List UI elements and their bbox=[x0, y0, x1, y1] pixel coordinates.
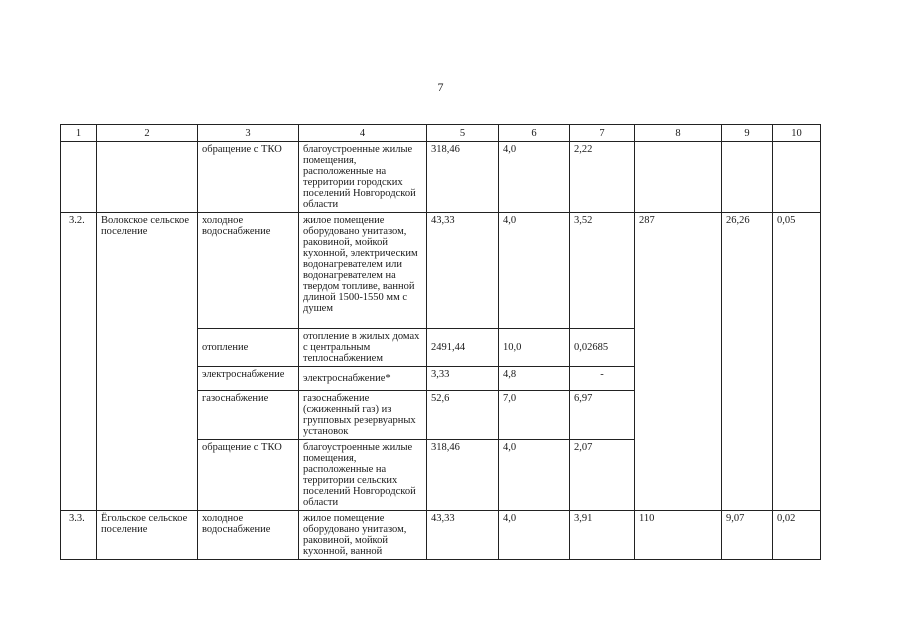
cell-index: 10,0 bbox=[499, 329, 570, 367]
cell-tariff: 318,46 bbox=[427, 142, 499, 213]
cell-service: обращение с ТКО bbox=[198, 142, 299, 213]
cell-service: газоснабжение bbox=[198, 391, 299, 440]
column-header: 1 bbox=[61, 125, 97, 142]
cell-index: 4,8 bbox=[499, 367, 570, 391]
cell-norm: 2,07 bbox=[570, 440, 635, 511]
cell-service: обращение с ТКО bbox=[198, 440, 299, 511]
table-row bbox=[61, 142, 821, 213]
cell-tariff: 43,33 bbox=[427, 213, 499, 329]
cell-number bbox=[61, 142, 97, 213]
cell-tariff: 2491,44 bbox=[427, 329, 499, 367]
column-header: 2 bbox=[97, 125, 198, 142]
cell-description: электроснабжение* bbox=[299, 367, 427, 391]
cell-norm: 2,22 bbox=[570, 142, 635, 213]
column-header: 10 bbox=[773, 125, 821, 142]
cell-value: 26,26 bbox=[722, 213, 773, 511]
column-header: 3 bbox=[198, 125, 299, 142]
column-header: 4 bbox=[299, 125, 427, 142]
cell-norm: 3,52 bbox=[570, 213, 635, 329]
column-header: 7 bbox=[570, 125, 635, 142]
cell-value bbox=[722, 142, 773, 213]
cell-index: 4,0 bbox=[499, 213, 570, 329]
cell-ratio: 0,02 bbox=[773, 511, 821, 560]
cell-number: 3.2. bbox=[61, 213, 97, 511]
column-header: 6 bbox=[499, 125, 570, 142]
cell-description: благоустроенные жилые помещения, расположенные на территории сельских поселений Новгородской области bbox=[299, 440, 427, 511]
cell-norm: 3,91 bbox=[570, 511, 635, 560]
cell-ratio bbox=[773, 142, 821, 213]
cell-tariff: 3,33 bbox=[427, 367, 499, 391]
column-header: 8 bbox=[635, 125, 722, 142]
cell-value: 9,07 bbox=[722, 511, 773, 560]
cell-service: холодное водоснабжение bbox=[198, 511, 299, 560]
table-row bbox=[61, 511, 821, 560]
cell-index: 4,0 bbox=[499, 511, 570, 560]
cell-tariff: 43,33 bbox=[427, 511, 499, 560]
cell-count: 287 bbox=[635, 213, 722, 511]
cell-description: жилое помещение оборудовано унитазом, раковиной, мойкой кухонной, электрическим водонагревателем или водонагревателем на твердом топливе, ванной длиной 1500-1550 мм с душем bbox=[299, 213, 427, 329]
cell-service: отопление bbox=[198, 329, 299, 367]
cell-count: 110 bbox=[635, 511, 722, 560]
cell-description: благоустроенные жилые помещения, расположенные на территории городских поселений Новгородской области bbox=[299, 142, 427, 213]
cell-tariff: 52,6 bbox=[427, 391, 499, 440]
cell-index: 4,0 bbox=[499, 142, 570, 213]
cell-description: жилое помещение оборудовано унитазом, раковиной, мойкой кухонной, ванной bbox=[299, 511, 427, 560]
cell-norm: 6,97 bbox=[570, 391, 635, 440]
column-header: 9 bbox=[722, 125, 773, 142]
cell-settlement: Волокское сельское поселение bbox=[97, 213, 198, 511]
cell-number: 3.3. bbox=[61, 511, 97, 560]
cell-service: электроснабжение bbox=[198, 367, 299, 391]
cell-service: холодное водоснабжение bbox=[198, 213, 299, 329]
table-row bbox=[61, 213, 821, 329]
cell-index: 7,0 bbox=[499, 391, 570, 440]
page-number: 7 bbox=[437, 80, 444, 94]
header-row bbox=[61, 125, 821, 142]
tariff-table bbox=[60, 124, 821, 560]
cell-tariff: 318,46 bbox=[427, 440, 499, 511]
cell-index: 4,0 bbox=[499, 440, 570, 511]
cell-settlement: Ёгольское сельское поселение bbox=[97, 511, 198, 560]
cell-ratio: 0,05 bbox=[773, 213, 821, 511]
cell-norm: 0,02685 bbox=[570, 329, 635, 367]
cell-description: отопление в жилых домах с центральным теплоснабжением bbox=[299, 329, 427, 367]
cell-description: газоснабжение (сжиженный газ) из групповых резервуарных установок bbox=[299, 391, 427, 440]
cell-count bbox=[635, 142, 722, 213]
cell-norm: - bbox=[570, 367, 635, 391]
column-header: 5 bbox=[427, 125, 499, 142]
cell-settlement bbox=[97, 142, 198, 213]
